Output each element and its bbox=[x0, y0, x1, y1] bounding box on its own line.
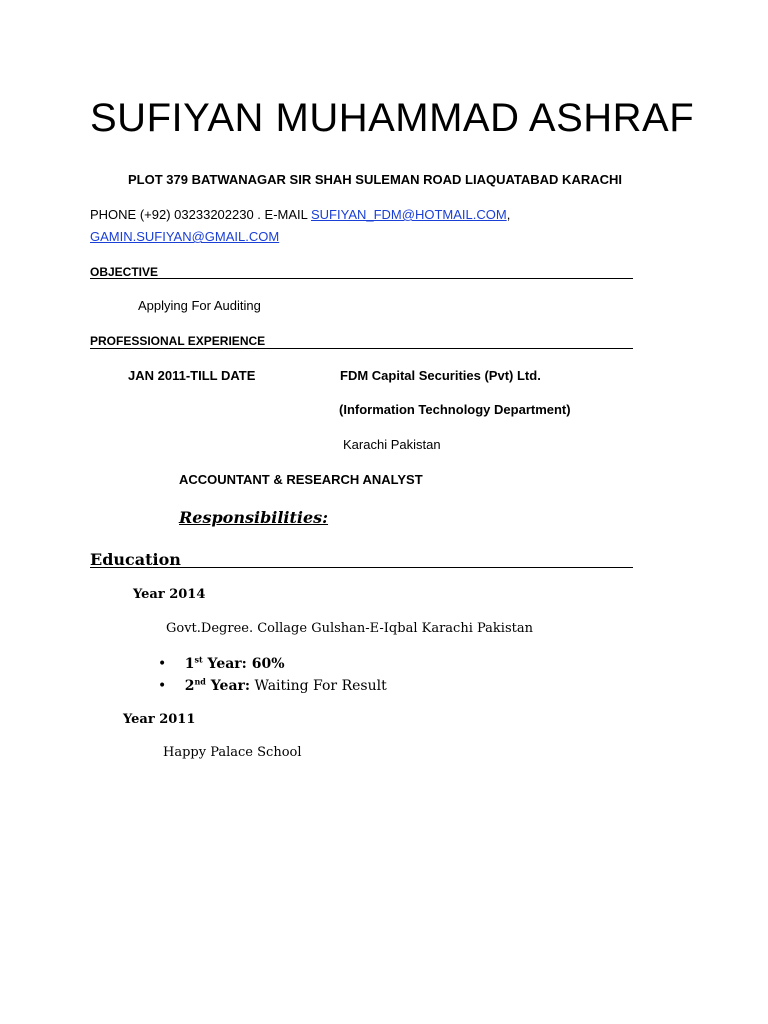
experience-heading: PROFESSIONAL EXPERIENCE bbox=[90, 334, 266, 348]
experience-period: JAN 2011-TILL DATE bbox=[128, 368, 256, 383]
contact-line bbox=[90, 207, 510, 222]
list-item-sup: nd bbox=[194, 676, 206, 687]
education-heading: Education bbox=[90, 550, 181, 569]
list-item-value: Waiting For Result bbox=[250, 678, 387, 694]
list-item bbox=[158, 678, 387, 694]
email-link-hotmail[interactable]: SUFIYAN_FDM@HOTMAIL.COM bbox=[311, 207, 507, 222]
experience-department: (Information Technology Department) bbox=[339, 402, 571, 417]
education-institution-2011: Happy Palace School bbox=[163, 745, 302, 760]
education-institution-2014: Govt.Degree. Collage Gulshan-E-Iqbal Karachi Pakistan bbox=[166, 621, 533, 636]
education-rule bbox=[90, 567, 633, 568]
experience-rule bbox=[90, 348, 633, 349]
contact-line-2 bbox=[90, 229, 279, 244]
list-item-label: Year: bbox=[205, 678, 251, 694]
objective-heading: OBJECTIVE bbox=[90, 265, 159, 279]
bullet-icon: • bbox=[158, 678, 167, 694]
list-item-value: 60% bbox=[246, 656, 285, 672]
objective-rule bbox=[90, 278, 633, 279]
education-year-2011: Year 2011 bbox=[123, 712, 196, 727]
list-item-num: 2 bbox=[184, 678, 195, 694]
list-item-num: 1 bbox=[184, 656, 195, 672]
phone-label: PHONE (+92) 03233202230 . E-MAIL bbox=[90, 207, 311, 222]
email-link-gmail[interactable]: GAMIN.SUFIYAN@GMAIL.COM bbox=[90, 229, 280, 244]
list-item-sup: st bbox=[194, 654, 203, 665]
candidate-name: SUFIYAN MUHAMMAD ASHRAF bbox=[90, 96, 695, 140]
experience-location: Karachi Pakistan bbox=[343, 437, 441, 452]
experience-company: FDM Capital Securities (Pvt) Ltd. bbox=[340, 368, 541, 383]
experience-role: ACCOUNTANT & RESEARCH ANALYST bbox=[179, 472, 423, 487]
address-line: PLOT 379 BATWANAGAR SIR SHAH SULEMAN ROAD LIAQUATABAD KARACHI bbox=[128, 172, 622, 187]
email-separator: , bbox=[506, 207, 511, 222]
list-item-label: Year: bbox=[202, 656, 247, 672]
responsibilities-label: Responsibilities: bbox=[179, 508, 329, 527]
bullet-icon: • bbox=[158, 656, 167, 672]
list-item bbox=[158, 656, 285, 672]
education-year-2014: Year 2014 bbox=[133, 587, 206, 602]
objective-text: Applying For Auditing bbox=[138, 298, 261, 313]
